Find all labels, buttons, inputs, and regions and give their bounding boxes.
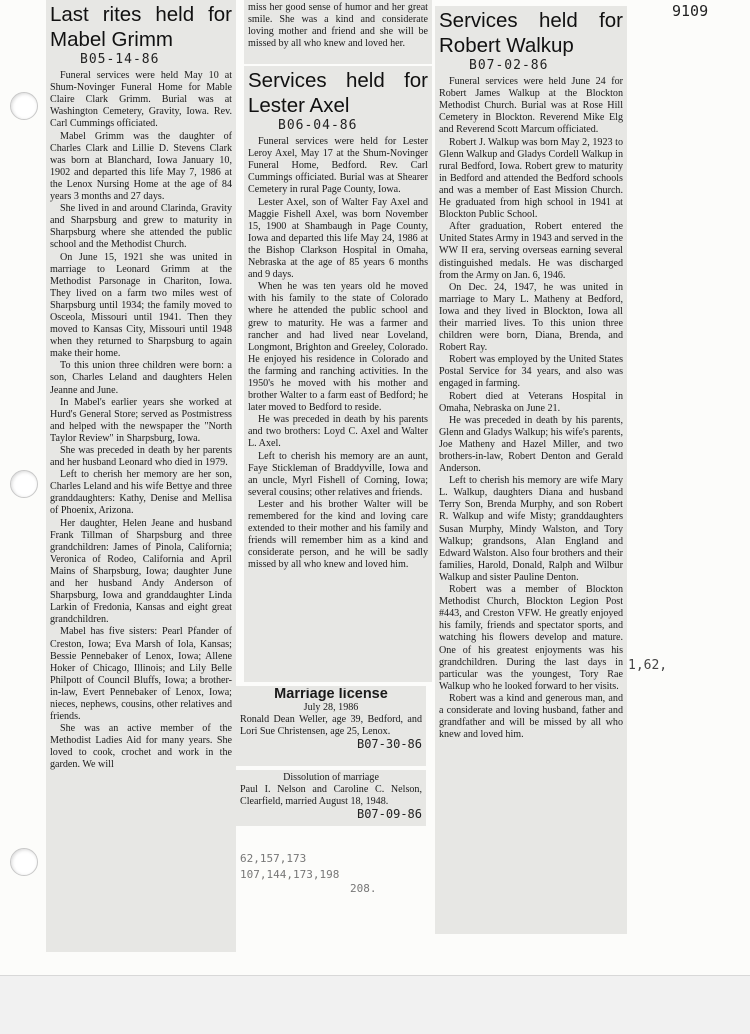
handwritten-code-marriage: B07-30-86 (356, 737, 422, 752)
headline-mabel-grimm: Last rites held for Mabel Grimm (50, 3, 232, 51)
paragraph: On June 15, 1921 she was united in marriage to Leonard Grimm at the Methodist Parsonage in Chariton, Iowa. They lived on a farm two miles west of Sharpsburg until 1934; the family moved to Osceola, Missouri until 1941. Then they moved to Kansas City, Missouri until 1948 when they returned to Sharpsburg to again make their home. (50, 251, 232, 360)
marriage-license-title: Marriage license (274, 688, 388, 702)
paragraph: Her daughter, Helen Jeane and husband Frank Tillman of Sharpsburg and three grandchildren: James of Pinola, California; Veronica of Rodeo, California and April Mains of Sharpsburg, Iowa; daughter June and her husband Andy Anderson of Sharpsburg, Iowa and granddaughter Linda Larkin of Fredonia, Kansas and eight great grandchildren. (50, 517, 232, 626)
paragraph: Mabel has five sisters: Pearl Pfander of Creston, Iowa; Eva Marsh of Iola, Kansas; Bessie Pennebaker of Lenox, Iowa; Allene Hoker of Chicago, Illinois; and Lily Belle Philpott of Council Bluffs, Iowa; a brother-in-law, Evert Pennebaker of Lenox, Iowa; nieces, nephews, cousins, other relatives and friends. (50, 626, 232, 723)
dissolution-text: Paul I. Nelson and Caroline C. Nelson, Clearfield, married August 18, 1948. (240, 784, 422, 808)
clipping-lester-axel (244, 66, 432, 682)
paragraph: He was preceded in death by his parents, Glenn and Gladys Walkup; his wife's parents, Joe Matheny and Hazel Miller, and two brothers-in-law, Robert Denton and Gerald Anderson. (439, 414, 623, 475)
paragraph: She was an active member of the Methodist Ladies Aid for many years. She loved to cook, crochet and work in the garden. We will (50, 723, 232, 771)
scanner-background (0, 975, 750, 1034)
clipping-robert-walkup (435, 6, 627, 934)
dissolution-title: Dissolution of marriage (283, 772, 379, 783)
handwritten-code-lester: B06-04-86 (278, 118, 358, 133)
lester-body (248, 136, 428, 571)
paragraph: She lived in and around Clarinda, Gravity and Sharpsburg and grew to maturity in Sharpsburg where she attended the public school and the Methodist Church. (50, 203, 232, 251)
binder-hole-middle (10, 470, 38, 498)
margin-pencil-note: 1,62, (628, 658, 668, 673)
paragraph: Robert was a member of Blockton Methodist Church, Blockton Legion Post #443, and Creston VFW. He greatly enjoyed his family, friends and spectator sports, and watching his flowers develop and mature. One of his greatest enjoyments was his grandchildren. During the last days in particular was the youngest, Tory Rae Walkup who he looked forward to her visits. (439, 584, 623, 692)
paragraph: When he was ten years old he moved with his family to the state of Colorado where he attended the public school and grew to maturity. He was a farmer and rancher and had lived near Loveland, Longmont, Brighton and Greeley, Colorado. He enjoyed his residence in Colorado and the farming and ranching activities. In the 1950's he moved with his mother and brother Walter to a farm east of Bedford; he later moved to Bedford to reside. (248, 281, 428, 414)
paragraph: Robert was employed by the United States Postal Service for 34 years, and also was engaged in farming. (439, 354, 623, 390)
article-mabel-grimm (50, 2, 232, 950)
headline-lester-axel: Services held for Lester Axel (248, 69, 428, 117)
clipping-dissolution (236, 770, 426, 826)
paragraph: Robert was a kind and generous man, and a considerate and loving husband, father and grandfather and will be missed by all who knew and loved him. (439, 692, 623, 741)
article-dissolution (240, 772, 422, 824)
mabel-continuation-text (248, 2, 428, 62)
mabel-body (50, 70, 232, 771)
paragraph: Left to cherish his memory are wife Mary L. Walkup, daughters Diana and husband Terry Son, Brenda Murphy, and son Robert R. Walkup and wife Misty; granddaughters Susan Murphy, Mindy Walston, and Tory Walkup; grandsons, Alan England and Edward Walston. Also four brothers and their families, Harold, Donald, Ralph and Wilbur Walkup and sister Pauline Denton. (439, 475, 623, 583)
article-robert-walkup (439, 8, 623, 932)
paragraph: miss her good sense of humor and her great smile. She was a kind and considerate loving mother and friend and she will be missed by all who knew and loved her. (248, 2, 428, 50)
paragraph: Funeral services were held May 10 at Shum-Novinger Funeral Home for Mable Claire Clark Grimm. Burial was at Washington Cemetery, Gravity, Iowa. Rev. Carl Cummings officiated. (50, 70, 232, 130)
paragraph: Robert J. Walkup was born May 2, 1923 to Glenn Walkup and Gladys Cordell Walkup in rural Bedford, Iowa. Robert grew to maturity in Bedford and attended the Bedford schools and was a member of East Mission Church. He graduated from high school in 1941 at Blockton Public School. (439, 136, 623, 221)
pencil-note-line-2: 107,144,173,198 (240, 868, 340, 881)
paragraph: Left to cherish his memory are an aunt, Faye Stickleman of Braddyville, Iowa and an uncle, Myrl Fishell of Corning, Iowa; several cousins; other relatives and friends. (248, 450, 428, 498)
paragraph: Lester Axel, son of Walter Fay Axel and Maggie Fishell Axel, was born November 15, 1900 at Shambaugh in Page County, Iowa and departed this life May 24, 1986 at the Bishop Clarkson Hospital in Omaha, Nebraska at the age of 85 years 6 months and 9 days. (248, 196, 428, 281)
paragraph: In Mabel's earlier years she worked at Hurd's General Store; served as Postmistress and helped with the newspaper the "North Taylor Review" in Sharpsburg, Iowa. (50, 396, 232, 444)
handwritten-code-dissolution: B07-09-86 (356, 807, 422, 822)
paragraph: After graduation, Robert entered the United States Army in 1943 and served in the WW II era, serving overseas earning several distinguished medals. He was discharged from the Army on Jan. 6, 1946. (439, 221, 623, 281)
paragraph: He was preceded in death by his parents and two brothers: Loyd C. Axel and Walter L. Axel. (248, 414, 428, 450)
article-lester-axel (248, 68, 428, 680)
paragraph: Funeral services were held for Lester Leroy Axel, May 17 at the Shum-Novinger Funeral Home, Bedford. Rev. Carl Cummings officiated. Burial was at Shearer Cemetery in rural Page County, Iowa. (248, 136, 428, 196)
handwritten-code-mabel: B05-14-86 (80, 52, 160, 67)
paragraph: To this union three children were born: a son, Charles Leland and daughters Helen Jeanne and June. (50, 360, 232, 396)
paragraph: Funeral services were held June 24 for Robert James Walkup at the Blockton Methodist Church. Burial was at Rose Hill Cemetery in Blockton. Reverend Mike Elg and Reverend Scott Marcum officiated. (439, 76, 623, 136)
page-number: 9109 (672, 2, 709, 20)
clipping-marriage-license (236, 686, 426, 766)
paragraph: Lester and his brother Walter will be remembered for the kind and loving care extended to their mother and his family and friends will remember him as a kind and considerate person, and he will be sadly missed by all who knew and loved him. (248, 498, 428, 571)
paragraph: Left to cherish her memory are her son, Charles Leland and his wife Bettye and three granddaughters: Kathy, Denise and Mellisa of Phoenix, Arizona. (50, 469, 232, 517)
paragraph: She was preceded in death by her parents and her husband Leonard who died in 1979. (50, 445, 232, 469)
paragraph: Robert died at Veterans Hospital in Omaha, Nebraska on June 21. (439, 390, 623, 414)
headline-robert-walkup: Services held for Robert Walkup (439, 9, 623, 57)
marriage-license-text: Ronald Dean Weller, age 39, Bedford, and Lori Sue Christensen, age 25, Lenox. (240, 714, 422, 738)
marriage-license-date: July 28, 1986 (303, 702, 359, 714)
article-marriage-license (240, 688, 422, 764)
robert-body (439, 76, 623, 741)
paragraph: On Dec. 24, 1947, he was united in marriage to Mary L. Matheny at Bedford, Iowa and they lived in Blockton, Iowa all their married lives. To this union three children were born, Diana, Brenda, and Robert Ray. (439, 281, 623, 354)
pencil-note-line-1: 62,157,173 (240, 852, 307, 865)
binder-hole-top (10, 92, 38, 120)
pencil-note-line-3: 208. (350, 882, 377, 895)
clipping-mabel-grimm (46, 0, 236, 952)
binder-hole-bottom (10, 848, 38, 876)
paragraph: Mabel Grimm was the daughter of Charles Clark and Lillie D. Stevens Clark was born at Blanchard, Iowa January 10, 1902 and departed this life May 7, 1986 at the Lenox Nursing Home at the age of 84 years 3 months and 27 days. (50, 130, 232, 203)
clipping-mabel-continuation (244, 0, 432, 64)
handwritten-code-robert: B07-02-86 (469, 58, 549, 73)
